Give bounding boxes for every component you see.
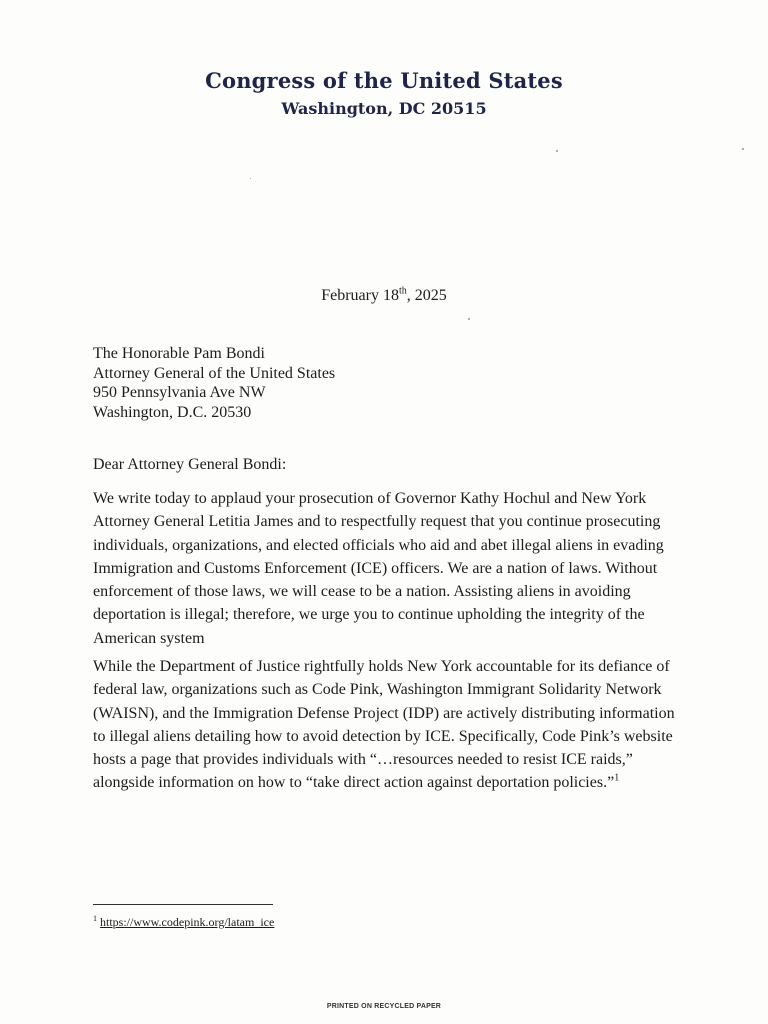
recipient-address (93, 344, 335, 422)
recipient-name: The Honorable Pam Bondi (93, 345, 265, 362)
recipient-city: Washington, D.C. 20530 (93, 403, 252, 421)
footnote-divider (93, 904, 273, 905)
recipient-street: 950 Pennsylvania Ave NW (93, 384, 266, 401)
letterhead (0, 68, 768, 120)
salutation: Dear Attorney General Bondi: (93, 456, 287, 473)
scan-speck (556, 150, 558, 152)
body-paragraph-2-text: While the Department of Justice rightfully holds New York accountable for its defiance of federal law, organizations such as Code Pink, Washington Immigrant Solidarity Network (WAISN), and the Immigration Defense Project (IDP) are actively distributing information to illegal aliens detailing how to avoid detection by ICE. Specifically, Code Pink’s website hosts a page that provides individuals with “…resources needed to resist ICE raids,” alongside information on how to “take direct action against deportation policies.” (93, 658, 675, 792)
letterhead-city: Washington, DC 20515 (281, 99, 487, 118)
letterhead-organization: Congress of the United States (205, 68, 563, 93)
recipient-title: Attorney General of the United States (93, 364, 336, 382)
footnote-link[interactable]: https://www.codepink.org/latam_ice (100, 915, 275, 929)
date-year: , 2025 (406, 287, 447, 304)
date-ordinal: th (398, 285, 407, 297)
footnote (93, 914, 274, 930)
scan-speck (250, 178, 251, 179)
scan-speck (742, 148, 744, 150)
body-paragraph-2 (93, 655, 683, 795)
footnote-number: 1 (93, 914, 97, 923)
letter-date (0, 286, 768, 306)
body-paragraph-1: We write today to applaud your prosecution of Governor Kathy Hochul and New York Attorney General Letitia James and to respectfully request that you continue prosecuting individuals, organizations, and elected officials who aid and abet illegal aliens in evading Immigration and Customs Enforcement (ICE) officers. We are a nation of laws. Without enforcement of those laws, we will cease to be a nation. Assisting aliens in avoiding deportation is illegal; therefore, we urge you to continue upholding the integrity of the American system (93, 490, 664, 647)
scan-speck (468, 318, 470, 320)
date-month-day: February 18 (321, 287, 399, 304)
footnote-reference: 1 (614, 773, 620, 785)
recycled-paper-notice: PRINTED ON RECYCLED PAPER (326, 1003, 442, 1010)
